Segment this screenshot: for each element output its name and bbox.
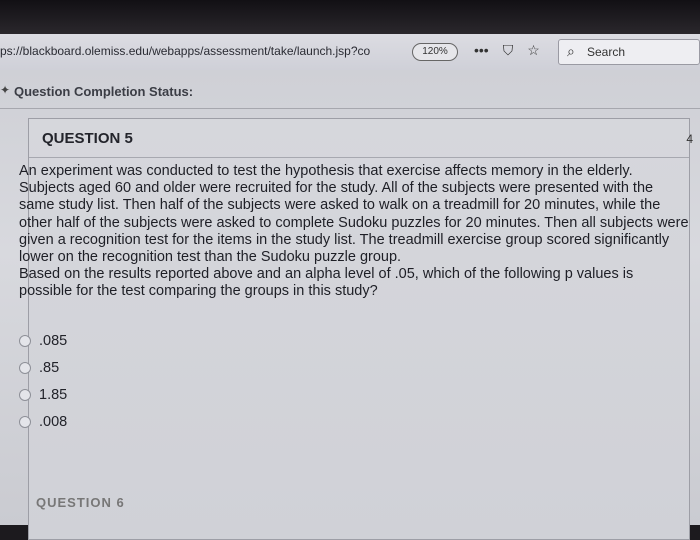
status-label: Question Completion Status: (14, 84, 194, 99)
assessment-page (0, 70, 700, 525)
completion-status (0, 80, 700, 104)
question-text (19, 163, 689, 301)
option-4[interactable] (19, 408, 67, 435)
radio-button[interactable] (19, 335, 31, 347)
search-placeholder: Search (587, 45, 626, 59)
zoom-indicator[interactable]: 120% (412, 43, 458, 61)
toolbar-icons (474, 42, 540, 59)
option-3[interactable] (19, 381, 67, 408)
search-input[interactable] (558, 39, 700, 65)
answer-options (19, 327, 67, 435)
question-header (29, 119, 693, 158)
next-question-title: QUESTION 6 (36, 495, 125, 510)
expand-icon[interactable]: ✦ (0, 83, 11, 97)
ellipsis-icon[interactable]: ••• (474, 42, 489, 58)
question-title: QUESTION 5 (42, 130, 133, 147)
question-body: An experiment was conducted to test the hypothesis that exercise affects memory in the elderly. Subjects aged 60 and older were recruited for the study. All of the subjects were presented with the same study list. Then half of the subjects were asked to walk on a treadmill for 20 minutes, while the other half of the subjects were asked to complete Sudoku puzzles for 20 minutes. Then all subjects were given a recognition test for the items in the study list. The treadmill exercise group scored significantly lower on the recognition test than the Sudoku puzzle group. (19, 163, 689, 266)
radio-button[interactable] (19, 362, 31, 374)
question-card (19, 118, 693, 540)
address-bar[interactable]: ps://blackboard.olemiss.edu/webapps/assessment/take/launch.jsp?co (0, 44, 371, 58)
search-icon: ⌕ (567, 43, 575, 59)
option-label: .008 (39, 413, 68, 430)
option-label: 1.85 (39, 386, 68, 403)
pocket-icon[interactable]: ⛉ (502, 42, 514, 58)
radio-button[interactable] (19, 389, 31, 401)
option-1[interactable] (19, 327, 67, 354)
divider (0, 108, 700, 109)
option-2[interactable] (19, 354, 67, 381)
option-label: .085 (39, 332, 68, 349)
question-prompt: Based on the results reported above and an alpha level of .05, which of the following p values is possible for the test comparing the groups in this study? (19, 266, 634, 300)
screen-bezel (0, 0, 700, 34)
star-icon[interactable]: ☆ (527, 42, 540, 58)
option-label: .85 (39, 359, 60, 376)
browser-toolbar (0, 34, 700, 71)
radio-button[interactable] (19, 416, 31, 428)
question-points: 4 (686, 132, 693, 146)
